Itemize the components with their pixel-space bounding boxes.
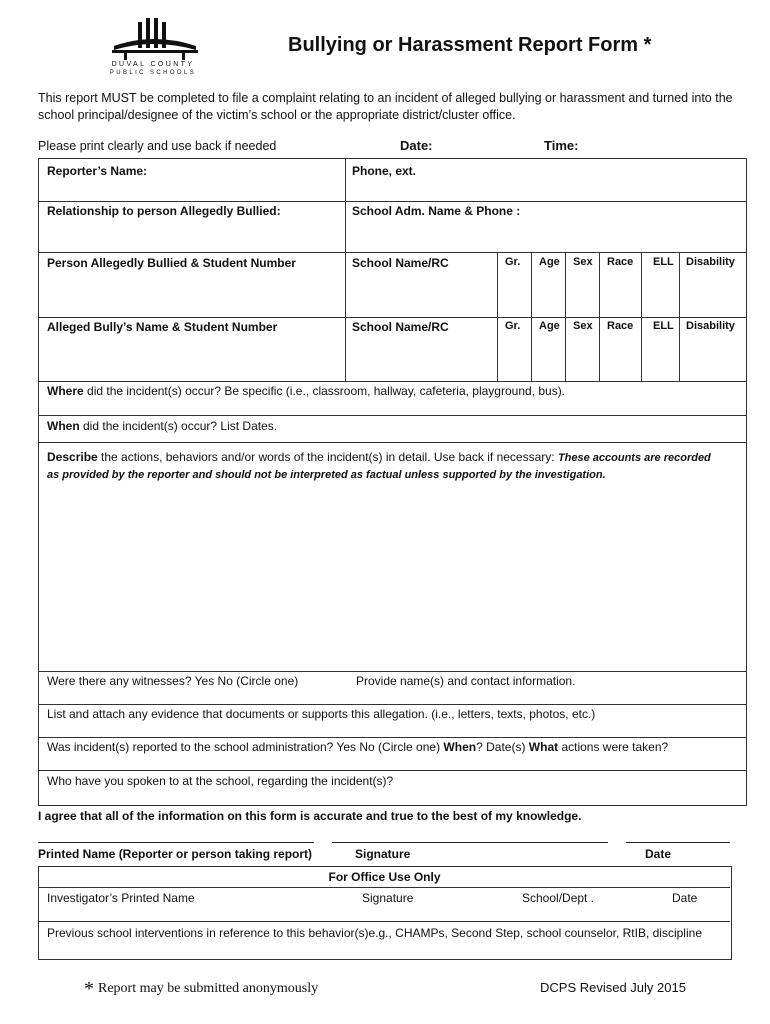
school-adm-label: School Adm. Name & Phone : — [352, 204, 521, 218]
when-bold: When — [47, 419, 80, 433]
where-question[interactable] — [47, 384, 737, 398]
school-dept-label[interactable]: School/Dept . — [522, 891, 595, 905]
date-sign-label: Date — [645, 847, 672, 861]
bully-grade-label: Gr. — [505, 320, 521, 332]
date-line[interactable] — [626, 842, 730, 843]
relationship-label: Relationship to person Allegedly Bullied: — [47, 204, 281, 218]
investigator-signature-label[interactable]: Signature — [362, 891, 414, 905]
victim-school-label: School Name/RC — [352, 256, 449, 270]
phone-field[interactable] — [346, 179, 746, 201]
report-form-table — [38, 158, 747, 806]
reported-text-2: ? Date(s) — [476, 740, 529, 754]
printed-name-line[interactable] — [38, 842, 314, 843]
victim-name-field[interactable] — [39, 274, 344, 317]
form-title: Bullying or Harassment Report Form * — [288, 34, 652, 56]
printed-name-label: Printed Name (Reporter or person taking report) — [38, 847, 313, 861]
victim-sex-label: Sex — [573, 256, 593, 268]
describe-question[interactable] — [47, 449, 742, 483]
describe-disclaimer-2: as provided by the reporter and should not be interpreted as factual unless supported by the investigation. — [47, 469, 606, 481]
time-label: Time: — [544, 138, 579, 153]
office-use-header: For Office Use Only — [328, 870, 441, 884]
when-question[interactable] — [47, 419, 737, 433]
reported-text-3: actions were taken? — [558, 740, 669, 754]
anonymous-note — [84, 978, 318, 1001]
where-bold: Where — [47, 384, 84, 398]
where-text: did the incident(s) occur? Be specific (i.e., classroom, hallway, cafeteria, playground, bus). — [83, 384, 566, 398]
reported-text-1: Was incident(s) reported to the school administration? Yes No (Circle one) — [47, 740, 444, 754]
reporter-name-field[interactable] — [39, 179, 344, 201]
print-note: Please print clearly and use back if needed — [38, 139, 277, 153]
school-adm-field[interactable] — [346, 221, 746, 252]
bully-ell-label: ELL — [653, 320, 674, 332]
witnesses-provide: Provide name(s) and contact information. — [356, 674, 576, 688]
office-use-table — [38, 866, 732, 960]
relationship-field[interactable] — [39, 221, 344, 252]
bully-race-label: Race — [607, 320, 634, 332]
agreement-statement: I agree that all of the information on this form is accurate and true to the best of my knowledge. — [38, 809, 582, 823]
date-label: Date: — [400, 138, 433, 153]
victim-age-label: Age — [539, 256, 560, 268]
evidence-question[interactable]: List and attach any evidence that documents or supports this allegation. (i.e., letters, texts, photos, etc.) — [47, 707, 596, 721]
reporter-name-label: Reporter’s Name: — [47, 164, 148, 178]
bully-age-label: Age — [539, 320, 560, 332]
describe-bold: Describe — [47, 450, 98, 464]
bully-disability-label: Disability — [686, 320, 735, 332]
spoken-question[interactable]: Who have you spoken to at the school, regarding the incident(s)? — [47, 774, 394, 788]
reported-question[interactable] — [47, 740, 742, 754]
investigator-name-label[interactable]: Investigator’s Printed Name — [47, 891, 195, 905]
phone-label: Phone, ext. — [352, 164, 417, 178]
bully-school-label: School Name/RC — [352, 320, 449, 334]
district-name-line2: PUBLIC SCHOOLS — [109, 70, 197, 76]
victim-ell-label: ELL — [653, 256, 674, 268]
asterisk-mark: * — [84, 978, 94, 1000]
victim-grade-label: Gr. — [505, 256, 521, 268]
reported-when: When — [443, 740, 477, 754]
describe-text: the actions, behaviors and/or words of the incident(s) in detail. Use back if necessary: — [97, 450, 558, 464]
signature-label: Signature — [355, 847, 411, 861]
bully-sex-label: Sex — [573, 320, 593, 332]
office-date-label[interactable]: Date — [672, 891, 698, 905]
signature-line[interactable] — [332, 842, 608, 843]
district-name — [108, 60, 198, 78]
district-name-line1: DUVAL COUNTY — [111, 61, 195, 68]
reported-what: What — [528, 740, 559, 754]
previous-interventions[interactable]: Previous school interventions in reference to this behavior(s)e.g., CHAMPs, Second Step, school counselor, RtIB, discipline — [47, 926, 702, 940]
anonymous-text: Report may be submitted anonymously — [98, 981, 319, 996]
victim-race-label: Race — [607, 256, 634, 268]
victim-label: Person Allegedly Bullied & Student Number — [47, 256, 296, 270]
witnesses-question[interactable]: Were there any witnesses? Yes No (Circle one) — [47, 674, 299, 688]
victim-disability-label: Disability — [686, 256, 735, 268]
describe-disclaimer-1: These accounts are recorded — [557, 452, 711, 464]
bully-label: Alleged Bully’s Name & Student Number — [47, 320, 278, 334]
revision-note: DCPS Revised July 2015 — [540, 980, 686, 995]
bully-name-field[interactable] — [39, 337, 344, 381]
when-text: did the incident(s) occur? List Dates. — [79, 419, 278, 433]
intro-text: This report MUST be completed to file a complaint relating to an incident of alleged bullying or harassment and turned into the school principal/designee of the victim’s school or the appropriate district/cluster office. — [38, 91, 733, 122]
